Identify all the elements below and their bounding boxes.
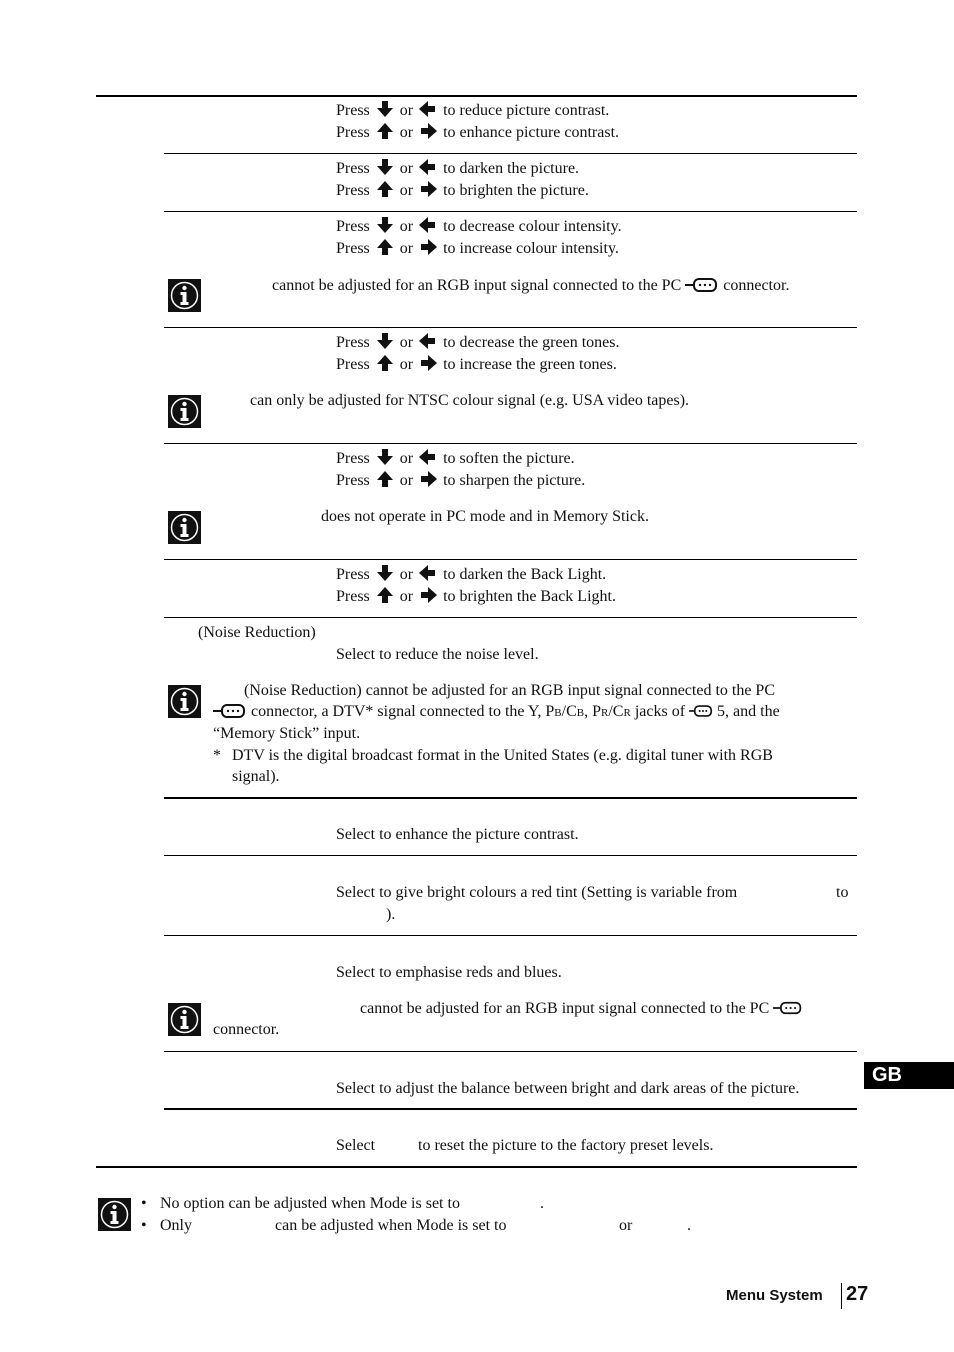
info-icon [168, 279, 201, 312]
arrow-right-icon [419, 471, 437, 487]
arrow-up-icon [376, 587, 394, 603]
page-number: 27 [846, 1283, 869, 1305]
hue-line-2: Press or to increase the green tones. [336, 356, 617, 373]
colour-note: cannot be adjusted for an RGB input signal connected to the PC connector. [272, 277, 790, 294]
divider [164, 935, 857, 936]
brightness-line-2: Press or to brighten the picture. [336, 182, 589, 199]
input-connector-icon [689, 703, 717, 719]
arrow-down-icon [376, 101, 394, 117]
tint-desc-line-2: ). [386, 906, 396, 923]
pc-connector-icon [685, 277, 719, 293]
arrow-right-icon [419, 355, 437, 371]
arrow-left-icon [419, 333, 437, 349]
gamma-desc: Select to adjust the balance between bright and dark areas of the picture. [336, 1080, 800, 1097]
section-rule [164, 797, 857, 799]
bottom-note-2-or: or [619, 1217, 633, 1234]
arrow-down-icon [376, 217, 394, 233]
arrow-down-icon [376, 159, 394, 175]
tint-desc-line-1: Select to give bright colours a red tint (Setting is variable from [336, 884, 738, 901]
colour-line-2: Press or to increase colour intensity. [336, 240, 619, 257]
nr-desc: Select to reduce the noise level. [336, 646, 539, 663]
bottom-note-1: No option can be adjusted when Mode is set to [160, 1195, 460, 1212]
tint-desc-to: to [836, 884, 849, 901]
sharpness-line-1: Press or to soften the picture. [336, 450, 575, 467]
arrow-left-icon [419, 217, 437, 233]
footer-separator [841, 1283, 842, 1309]
reset-desc-a: Select [336, 1137, 376, 1154]
hue-line-1: Press or to decrease the green tones. [336, 334, 620, 351]
arrow-right-icon [419, 239, 437, 255]
arrow-up-icon [376, 355, 394, 371]
arrow-down-icon [376, 565, 394, 581]
sharpness-line-2: Press or to sharpen the picture. [336, 472, 586, 489]
dynamic-desc: Select to enhance the picture contrast. [336, 826, 579, 843]
divider [164, 855, 857, 856]
reset-desc-b: to reset the picture to the factory preset levels. [418, 1137, 714, 1154]
arrow-right-icon [419, 123, 437, 139]
nr-label: (Noise Reduction) [198, 624, 316, 641]
info-icon [168, 685, 201, 718]
vivid-desc: Select to emphasise reds and blues. [336, 964, 562, 981]
divider [164, 327, 857, 328]
divider [164, 559, 857, 560]
divider [164, 211, 857, 212]
section-rule [164, 1108, 857, 1110]
arrow-up-icon [376, 181, 394, 197]
divider [164, 443, 857, 444]
info-icon [98, 1198, 131, 1231]
info-icon [168, 511, 201, 544]
bullet-dot: • [141, 1195, 147, 1212]
hue-note: can only be adjusted for NTSC colour signal (e.g. USA video tapes). [250, 392, 690, 409]
info-icon [168, 395, 201, 428]
arrow-right-icon [419, 587, 437, 603]
footer-section: Menu System [726, 1287, 823, 1304]
contrast-line-1: Press or to reduce picture contrast. [336, 102, 610, 119]
colour-line-1: Press or to decrease colour intensity. [336, 218, 622, 235]
brightness-line-1: Press or to darken the picture. [336, 160, 580, 177]
top-rule [96, 95, 857, 97]
nr-note-line-3: “Memory Stick” input. [213, 725, 361, 742]
backlight-line-1: Press or to darken the Back Light. [336, 566, 607, 583]
vivid-note-line-2: connector. [213, 1021, 280, 1038]
nr-footnote-line-1: DTV is the digital broadcast format in the United States (e.g. digital tuner with RGB [232, 747, 773, 764]
bottom-note-2-end: . [687, 1217, 691, 1234]
pc-connector-icon [773, 1000, 803, 1016]
nr-footnote-line-2: signal). [232, 768, 280, 785]
pc-connector-icon [213, 703, 247, 719]
arrow-down-icon [376, 333, 394, 349]
info-icon [168, 1003, 201, 1036]
arrow-left-icon [419, 101, 437, 117]
arrow-up-icon [376, 471, 394, 487]
divider [164, 153, 857, 154]
nr-footnote-star: * [213, 747, 221, 764]
bottom-rule [96, 1166, 857, 1168]
bullet-dot: • [141, 1217, 147, 1234]
contrast-line-2: Press or to enhance picture contrast. [336, 124, 620, 141]
sharpness-note: does not operate in PC mode and in Memory Stick. [321, 508, 649, 525]
arrow-left-icon [419, 159, 437, 175]
arrow-left-icon [419, 449, 437, 465]
bottom-note-2b: can be adjusted when Mode is set to [275, 1217, 507, 1234]
nr-note-line-2: connector, a DTV* signal connected to the Y, PB/CB, PR/CR jacks of 5, and the [213, 702, 780, 723]
language-tab: GB [864, 1062, 954, 1089]
backlight-line-2: Press or to brighten the Back Light. [336, 588, 616, 605]
bottom-note-1-end: . [540, 1195, 544, 1212]
divider [164, 617, 857, 618]
arrow-up-icon [376, 239, 394, 255]
arrow-right-icon [419, 181, 437, 197]
bottom-note-2a: Only [160, 1217, 192, 1234]
divider [164, 1051, 857, 1052]
arrow-up-icon [376, 123, 394, 139]
nr-note-line-1: (Noise Reduction) cannot be adjusted for an RGB input signal connected to the PC [244, 682, 775, 699]
arrow-left-icon [419, 565, 437, 581]
arrow-down-icon [376, 449, 394, 465]
vivid-note-line-1: cannot be adjusted for an RGB input signal connected to the PC [360, 999, 803, 1019]
